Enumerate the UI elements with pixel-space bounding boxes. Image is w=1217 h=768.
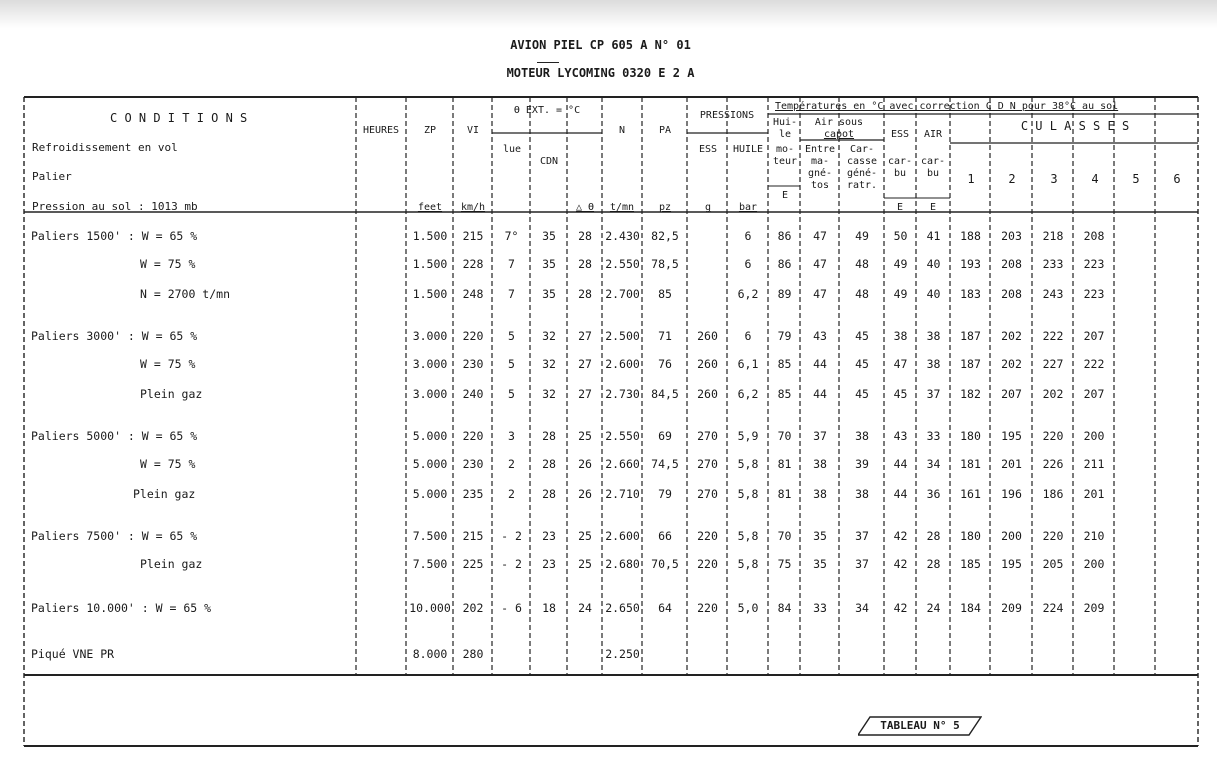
row-label: Paliers 3000' : W = 65 % (31, 329, 198, 343)
header-cyl-3: 3 (1050, 172, 1058, 186)
unit-air-carbu: E (929, 202, 937, 213)
cell-vi: 225 (462, 557, 484, 571)
cell-hm: 70 (777, 429, 792, 443)
header-ess: ESS (698, 144, 718, 155)
cell-c4: 210 (1083, 529, 1105, 543)
cell-c1: 182 (960, 387, 981, 401)
header-cdn: CDN (539, 156, 559, 167)
cell-lue: - 6 (501, 601, 522, 615)
cell-asc: 44 (813, 387, 827, 401)
cell-essc: 49 (893, 287, 908, 301)
cell-c3: 202 (1042, 387, 1064, 401)
cell-airc: 38 (926, 329, 941, 343)
cell-delta: 27 (578, 329, 592, 343)
cell-c2: 202 (1001, 357, 1022, 371)
cell-c1: 183 (960, 287, 981, 301)
cell-pa: 70,5 (651, 557, 679, 571)
cell-airc: 38 (926, 357, 941, 371)
cell-ess: 220 (697, 557, 718, 571)
cell-delta: 25 (578, 529, 592, 543)
header-ess-carbu-1: ESS (890, 129, 910, 140)
cell-huile: 6,2 (737, 387, 759, 401)
cell-cdn: 23 (542, 557, 556, 571)
cell-lue: 2 (508, 457, 515, 471)
conditions-heading: C O N D I T I O N S (110, 111, 248, 125)
header-lue: lue (502, 144, 522, 155)
cell-c3: 243 (1042, 287, 1064, 301)
cell-zp: 1.500 (412, 257, 448, 271)
cell-c1: 161 (960, 487, 981, 501)
cell-airc: 40 (926, 257, 941, 271)
cell-c4: 211 (1083, 457, 1105, 471)
header-carcasse-1: Car- (849, 144, 875, 155)
header-cyl-6: 6 (1173, 172, 1181, 186)
cell-n: 2.600 (605, 529, 640, 543)
cell-c3: 222 (1042, 329, 1064, 343)
header-heures: HEURES (362, 125, 400, 136)
cell-essc: 43 (893, 429, 908, 443)
cell-airc: 37 (926, 387, 941, 401)
cell-n: 2.500 (605, 329, 640, 343)
cell-vi: 215 (462, 229, 484, 243)
unit-n: t/mn (609, 202, 635, 213)
header-huile-moteur-1: Hui- (772, 117, 798, 128)
cell-lue: 7° (504, 229, 519, 243)
unit-pa: pz (658, 202, 672, 213)
header-zp: ZP (423, 125, 437, 136)
unit-ess-carbu: E (896, 202, 904, 213)
header-n: N (618, 125, 626, 136)
cell-delta: 27 (578, 387, 592, 401)
cell-c1: 187 (960, 357, 981, 371)
cell-zp: 10.000 (409, 601, 451, 615)
cell-zp: 8.000 (412, 647, 448, 661)
cell-n: 2.660 (605, 457, 640, 471)
cell-zp: 7.500 (412, 529, 448, 543)
cell-huile: 6 (744, 229, 752, 243)
cell-c4: 209 (1083, 601, 1105, 615)
cell-lue: 5 (508, 329, 515, 343)
header-temp-ext: ϴ EXT. = °C (513, 105, 581, 116)
header-pa: PA (658, 125, 672, 136)
header-air-carbu-2: car- (920, 156, 946, 167)
cell-hm: 79 (777, 329, 792, 343)
cell-lue: 5 (508, 357, 515, 371)
cell-c4: 223 (1083, 287, 1105, 301)
header-carcasse-3: géné- (846, 168, 878, 179)
cell-vi: 230 (462, 357, 484, 371)
cell-huile: 5,0 (737, 601, 759, 615)
header-cyl-2: 2 (1008, 172, 1016, 186)
cell-zp: 1.500 (412, 229, 448, 243)
cell-c3: 186 (1042, 487, 1064, 501)
cell-pa: 84,5 (651, 387, 679, 401)
cell-ess: 260 (697, 329, 718, 343)
cell-c3: 220 (1042, 529, 1064, 543)
cell-n: 2.250 (605, 647, 640, 661)
row-label: W = 75 % (140, 257, 196, 271)
cell-c2: 202 (1001, 329, 1022, 343)
cell-pa: 69 (658, 429, 672, 443)
unit-ess: g (704, 202, 712, 213)
cell-c2: 195 (1001, 557, 1022, 571)
cell-delta: 27 (578, 357, 592, 371)
cell-carc: 48 (855, 257, 869, 271)
cell-cdn: 23 (542, 529, 556, 543)
cell-delta: 25 (578, 429, 592, 443)
cell-lue: - 2 (501, 557, 522, 571)
cell-huile: 6 (744, 329, 752, 343)
cell-lue: 2 (508, 487, 515, 501)
cell-essc: 50 (893, 229, 908, 243)
header-huile: HUILE (732, 144, 764, 155)
cell-zp: 3.000 (412, 387, 448, 401)
cell-c4: 223 (1083, 257, 1105, 271)
cell-c3: 227 (1042, 357, 1064, 371)
header-cyl-1: 1 (967, 172, 975, 186)
cell-pa: 78,5 (651, 257, 679, 271)
cell-asc: 33 (813, 601, 827, 615)
cell-n: 2.600 (605, 357, 640, 371)
cell-pa: 82,5 (651, 229, 679, 243)
cell-huile: 5,9 (737, 429, 759, 443)
cell-hm: 81 (777, 487, 792, 501)
cell-c1: 184 (960, 601, 981, 615)
cell-carc: 39 (855, 457, 869, 471)
cell-zp: 5.000 (412, 487, 448, 501)
cell-carc: 34 (855, 601, 869, 615)
cell-huile: 5,8 (737, 557, 759, 571)
cell-c1: 187 (960, 329, 981, 343)
cell-c4: 222 (1083, 357, 1105, 371)
header-huile-moteur-2: le (778, 129, 792, 140)
cell-essc: 38 (893, 329, 908, 343)
cell-hm: 85 (777, 387, 792, 401)
cell-pa: 76 (658, 357, 672, 371)
cell-hm: 86 (777, 257, 792, 271)
cell-n: 2.730 (605, 387, 640, 401)
unit-vi: km/h (460, 202, 486, 213)
unit-delta: △ ϴ (575, 202, 595, 213)
cell-huile: 6,2 (737, 287, 759, 301)
cell-carc: 45 (855, 357, 869, 371)
cell-lue: 7 (508, 287, 515, 301)
row-label: N = 2700 t/mn (140, 287, 231, 301)
cell-zp: 5.000 (412, 429, 448, 443)
cell-c4: 208 (1083, 229, 1105, 243)
palier-label: Palier (32, 170, 72, 183)
row-label: Paliers 1500' : W = 65 % (31, 229, 198, 243)
cell-essc: 45 (893, 387, 908, 401)
tableau-number: TABLEAU N° 5 (880, 719, 960, 732)
cell-c2: 208 (1001, 287, 1022, 301)
row-label: W = 75 % (140, 357, 196, 371)
cell-huile: 6,1 (737, 357, 759, 371)
cell-ess: 270 (697, 487, 718, 501)
cell-pa: 71 (658, 329, 672, 343)
cell-zp: 3.000 (412, 329, 448, 343)
cell-asc: 37 (813, 429, 827, 443)
cell-carc: 49 (855, 229, 869, 243)
unit-huile-temp: E (781, 190, 789, 201)
cell-c1: 188 (960, 229, 981, 243)
row-label: Plein gaz (140, 557, 203, 571)
cell-airc: 28 (926, 529, 941, 543)
document-title: AVION PIEL CP 605 A N° 01 (510, 38, 691, 52)
cell-c2: 196 (1001, 487, 1022, 501)
cell-lue: 3 (508, 429, 515, 443)
cell-c2: 208 (1001, 257, 1022, 271)
row-label: Piqué VNE PR (31, 647, 115, 661)
header-cyl-4: 4 (1091, 172, 1099, 186)
cell-c3: 218 (1042, 229, 1064, 243)
cell-c4: 207 (1083, 387, 1105, 401)
cell-vi: 240 (462, 387, 484, 401)
cell-essc: 42 (893, 601, 908, 615)
header-carcasse-2: casse (846, 156, 878, 167)
header-entree-magnetos-2: ma- (810, 156, 830, 167)
cell-ess: 220 (697, 529, 718, 543)
cell-cdn: 28 (542, 457, 556, 471)
cell-zp: 5.000 (412, 457, 448, 471)
cell-hm: 70 (777, 529, 792, 543)
cell-c3: 220 (1042, 429, 1064, 443)
cell-delta: 26 (578, 457, 592, 471)
cell-ess: 220 (697, 601, 718, 615)
cell-carc: 37 (855, 529, 869, 543)
cell-c3: 233 (1042, 257, 1064, 271)
cell-carc: 45 (855, 387, 869, 401)
cell-cdn: 35 (542, 287, 556, 301)
cell-airc: 41 (926, 229, 941, 243)
cell-pa: 85 (658, 287, 672, 301)
cell-c2: 195 (1001, 429, 1022, 443)
cell-zp: 1.500 (412, 287, 448, 301)
document-subtitle: MOTEUR LYCOMING 0320 E 2 A (506, 66, 695, 80)
cell-cdn: 18 (542, 601, 556, 615)
cell-asc: 35 (813, 557, 827, 571)
header-carcasse-4: ratr. (846, 180, 878, 191)
cell-lue: - 2 (501, 529, 522, 543)
cell-carc: 48 (855, 287, 869, 301)
header-pressions: PRESSIONS (699, 110, 755, 121)
cell-cdn: 28 (542, 487, 556, 501)
row-label: Paliers 10.000' : W = 65 % (31, 601, 212, 615)
cell-huile: 5,8 (737, 457, 759, 471)
cell-vi: 230 (462, 457, 484, 471)
cell-zp: 7.500 (412, 557, 448, 571)
header-huile-moteur-3: mo- (775, 144, 795, 155)
pression-sol-label: Pression au sol : 1013 mb (32, 200, 198, 213)
cell-c2: 209 (1001, 601, 1022, 615)
cell-asc: 43 (813, 329, 827, 343)
cell-n: 2.700 (605, 287, 640, 301)
unit-huile: bar (738, 202, 758, 213)
cell-c2: 201 (1001, 457, 1022, 471)
cell-pa: 79 (658, 487, 672, 501)
cell-huile: 5,8 (737, 529, 759, 543)
cell-n: 2.430 (605, 229, 640, 243)
cell-cdn: 35 (542, 257, 556, 271)
row-label: Plein gaz (133, 487, 196, 501)
cell-n: 2.680 (605, 557, 640, 571)
cell-c3: 226 (1042, 457, 1064, 471)
cell-cdn: 28 (542, 429, 556, 443)
cell-n: 2.650 (605, 601, 640, 615)
cell-cdn: 32 (542, 357, 556, 371)
cell-delta: 24 (578, 601, 592, 615)
cell-asc: 35 (813, 529, 827, 543)
cell-cdn: 32 (542, 329, 556, 343)
cell-ess: 260 (697, 387, 718, 401)
cell-pa: 66 (658, 529, 672, 543)
row-label: Paliers 7500' : W = 65 % (31, 529, 198, 543)
header-air-sous-capot-2: capot (823, 129, 855, 140)
header-cyl-5: 5 (1132, 172, 1140, 186)
cell-pa: 74,5 (651, 457, 679, 471)
cell-essc: 49 (893, 257, 908, 271)
cell-c1: 185 (960, 557, 981, 571)
header-ess-carbu-2: car- (887, 156, 913, 167)
header-culasses: C U L A S S E S (1020, 119, 1130, 133)
cell-ess: 270 (697, 429, 718, 443)
header-entree-magnetos-1: Entre (804, 144, 836, 155)
cell-vi: 215 (462, 529, 484, 543)
cell-hm: 85 (777, 357, 792, 371)
cell-c1: 180 (960, 429, 981, 443)
cell-c4: 207 (1083, 329, 1105, 343)
cell-hm: 81 (777, 457, 792, 471)
cell-asc: 47 (813, 257, 827, 271)
cell-vi: 235 (462, 487, 484, 501)
refroidissement-label: Refroidissement en vol (32, 141, 178, 154)
cell-delta: 28 (578, 287, 592, 301)
cell-c4: 200 (1083, 557, 1105, 571)
cell-asc: 44 (813, 357, 827, 371)
cell-vi: 248 (462, 287, 484, 301)
cell-airc: 24 (926, 601, 941, 615)
tableau-number-box (858, 716, 982, 736)
header-ess-carbu-3: bu (893, 168, 907, 179)
header-vi: VI (466, 125, 480, 136)
row-label: Paliers 5000' : W = 65 % (31, 429, 198, 443)
cell-n: 2.550 (605, 257, 640, 271)
cell-hm: 75 (777, 557, 792, 571)
cell-vi: 228 (462, 257, 484, 271)
cell-cdn: 32 (542, 387, 556, 401)
cell-delta: 26 (578, 487, 592, 501)
header-entree-magnetos-3: gné- (807, 168, 833, 179)
header-temperatures: Températures en °C avec correction C D N pour 38°C au sol (775, 101, 1119, 112)
cell-lue: 7 (508, 257, 515, 271)
cell-c3: 205 (1042, 557, 1064, 571)
cell-delta: 28 (578, 229, 592, 243)
cell-c2: 203 (1001, 229, 1022, 243)
cell-asc: 47 (813, 287, 827, 301)
header-air-carbu-3: bu (926, 168, 940, 179)
cell-c1: 193 (960, 257, 981, 271)
header-entree-magnetos-4: tos (810, 180, 830, 191)
header-air-carbu-1: AIR (923, 129, 943, 140)
cell-vi: 220 (462, 329, 484, 343)
cell-c4: 201 (1083, 487, 1105, 501)
cell-pa: 64 (658, 601, 672, 615)
cell-ess: 260 (697, 357, 718, 371)
cell-delta: 28 (578, 257, 592, 271)
cell-vi: 202 (462, 601, 484, 615)
cell-carc: 37 (855, 557, 869, 571)
cell-carc: 38 (855, 429, 869, 443)
cell-hm: 86 (777, 229, 792, 243)
cell-zp: 3.000 (412, 357, 448, 371)
unit-zp: feet (417, 202, 443, 213)
cell-asc: 38 (813, 487, 827, 501)
cell-asc: 38 (813, 457, 827, 471)
cell-vi: 220 (462, 429, 484, 443)
cell-airc: 34 (926, 457, 941, 471)
cell-essc: 42 (893, 529, 908, 543)
cell-airc: 40 (926, 287, 941, 301)
cell-huile: 5,8 (737, 487, 759, 501)
cell-ess: 270 (697, 457, 718, 471)
cell-delta: 25 (578, 557, 592, 571)
cell-n: 2.550 (605, 429, 640, 443)
header-huile-moteur-4: teur (772, 156, 798, 167)
row-label: Plein gaz (140, 387, 203, 401)
header-air-sous-capot-1: Air sous (814, 117, 864, 128)
cell-huile: 6 (744, 257, 752, 271)
cell-carc: 45 (855, 329, 869, 343)
cell-airc: 36 (926, 487, 941, 501)
cell-c2: 207 (1001, 387, 1022, 401)
cell-n: 2.710 (605, 487, 640, 501)
cell-c1: 181 (960, 457, 981, 471)
cell-c4: 200 (1083, 429, 1105, 443)
cell-airc: 33 (926, 429, 941, 443)
cell-essc: 47 (893, 357, 908, 371)
cell-essc: 42 (893, 557, 908, 571)
cell-airc: 28 (926, 557, 941, 571)
cell-essc: 44 (893, 487, 908, 501)
cell-asc: 47 (813, 229, 827, 243)
cell-hm: 84 (777, 601, 792, 615)
row-label: W = 75 % (140, 457, 196, 471)
cell-lue: 5 (508, 387, 515, 401)
cell-cdn: 35 (542, 229, 556, 243)
cell-hm: 89 (777, 287, 792, 301)
cell-carc: 38 (855, 487, 869, 501)
cell-c3: 224 (1042, 601, 1064, 615)
cell-vi: 280 (462, 647, 484, 661)
cell-c1: 180 (960, 529, 981, 543)
cell-c2: 200 (1001, 529, 1022, 543)
cell-essc: 44 (893, 457, 908, 471)
